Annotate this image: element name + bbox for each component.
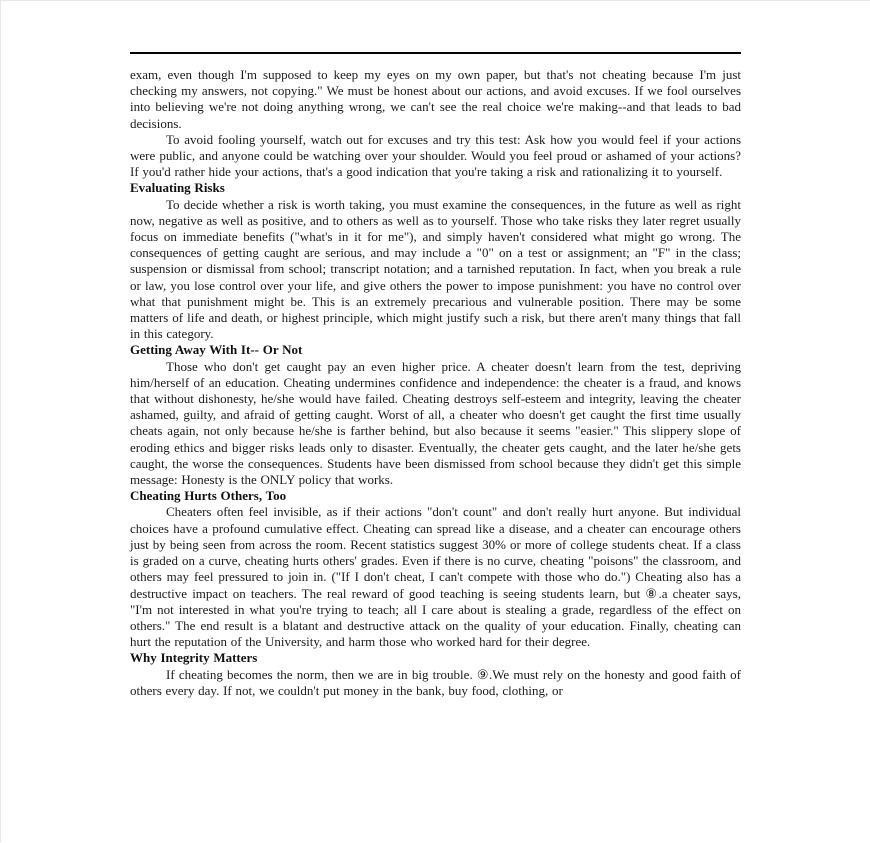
section-heading-why-integrity-matters: Why Integrity Matters — [130, 650, 258, 666]
document-body — [130, 67, 741, 699]
paragraph-getting-away: Those who don't get caught pay an even higher price. A cheater doesn't learn from the test, depriving him/herself of an education. Cheating undermines confidence and independence: the cheater is a fraud, and knows that without dishonesty, he/she would have failed. Cheating destroys self-esteem and integrity, leaving the cheater ashamed, guilty, and afraid of getting caught. Worst of all, a cheater who doesn't get caught the first time usually cheats again, not only because he/she is farther behind, but also because it seems "easier." This slippery slope of eroding ethics and bigger risks leads only to disaster. Eventually, the cheater gets caught, and the later he/she gets caught, the worse the consequences. Students have been dismissed from school because they didn't get this simple message: Honesty is the ONLY policy that works. — [130, 358, 741, 488]
section-heading-evaluating-risks: Evaluating Risks — [130, 180, 225, 196]
section-heading-cheating-hurts-others: Cheating Hurts Others, Too — [130, 488, 287, 504]
paragraph-evaluating-risks: To decide whether a risk is worth taking, you must examine the consequences, in the future as well as right now, negative as well as positive, and to others as well as to yourself. Those who take risks they later regret usually focus on immediate benefits ("what's in it for me"), and simply haven't considered what might go wrong. The consequences of getting caught are serious, and may include a "0" on a test or assignment; an "F" in the class; suspension or dismissal from school; transcript notation; and a tarnished reputation. In fact, when you break a rule or law, you lose control over your life, and give others the power to impose punishment: you have no control over what that punishment might be. This is an extremely precarious and vulnerable position. There may be some matters of life and death, or highest principle, which might justify such a risk, but there aren't many things that fall in this category. — [130, 196, 741, 342]
section-heading-getting-away: Getting Away With It-- Or Not — [130, 342, 303, 358]
paragraph-why-integrity-matters: If cheating becomes the norm, then we are in big trouble. ⑨.We must rely on the honesty and good faith of others every day. If not, we couldn't put money in the bank, buy food, clothing, or — [130, 666, 741, 698]
document-page — [1, 1, 870, 843]
paragraph-continuation: exam, even though I'm supposed to keep my eyes on my own paper, but that's not cheating because I'm just checking my answers, not copying." We must be honest about our actions, and avoid excuses. If we fool ourselves into believing we're not doing anything wrong, we can't see the real choice we're making--and that leads to bad decisions. — [130, 67, 741, 131]
paragraph-cheating-hurts-others: Cheaters often feel invisible, as if their actions "don't count" and don't really hurt anyone. But individual choices have a profound cumulative effect. Cheating can spread like a disease, and a cheater can encourage others just by being seen from across the room. Recent statistics suggest 30% or more of college students cheat. If a class is graded on a curve, cheating hurts others' grades. Even if there is no curve, cheating "poisons" the classroom, and others may feel pressured to join in. ("If I don't cheat, I can't compete with those who do.") Cheating also has a destructive impact on teachers. The real reward of good teaching is seeing students learn, but ⑧.a cheater says, "I'm not interested in what you're trying to teach; all I care about is stealing a grade, regardless of the effect on others." The end result is a blatant and destructive attack on the quality of your education. Finally, cheating can hurt the reputation of the University, and harm those who worked hard for their degree. — [130, 504, 741, 650]
header-rule — [130, 52, 741, 54]
paragraph-avoid-fooling: To avoid fooling yourself, watch out for excuses and try this test: Ask how you would feel if your actions were public, and anyone could be watching over your shoulder. Would you feel proud or ashamed of your actions? If you'd rather hide your actions, that's a good indication that you're taking a risk and rationalizing it to yourself. — [130, 131, 741, 180]
